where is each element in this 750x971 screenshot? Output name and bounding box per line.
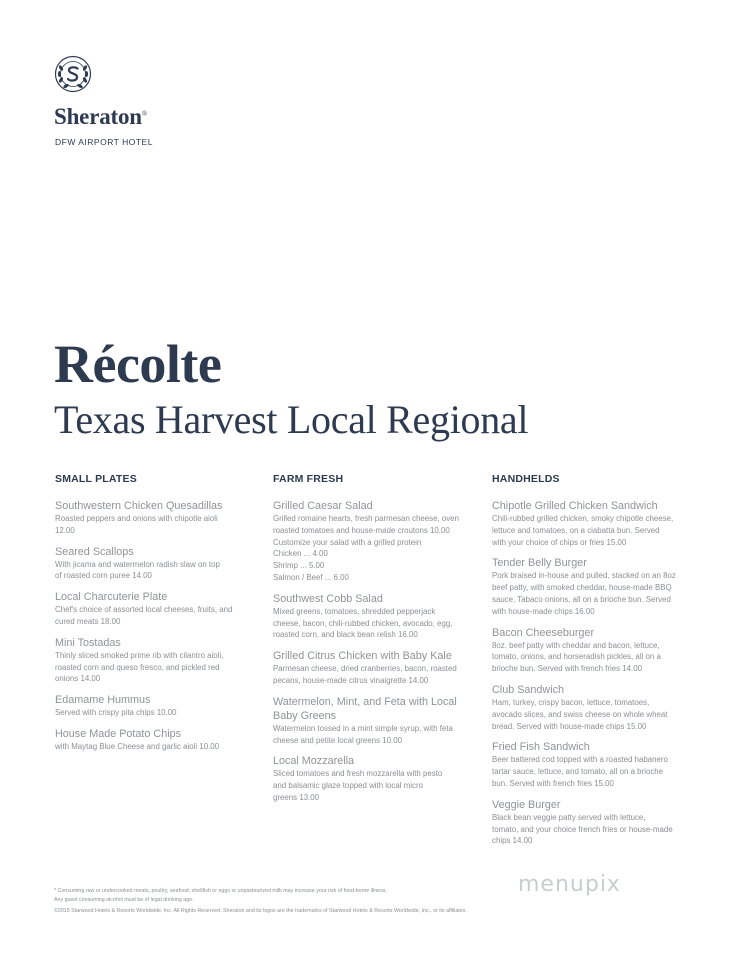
menu-item-description (55, 604, 255, 628)
menu-item-description (55, 741, 255, 753)
footer-disclaimer (54, 887, 387, 904)
column-handhelds (492, 473, 700, 855)
description-line: tomato, and your choice french fries or house-made (492, 824, 673, 834)
menu-item-description (55, 559, 255, 583)
description-line: with house-made chips 16.00 (492, 606, 595, 616)
description-line: Pork braised in-house and pulled, stacked on an 8oz (492, 571, 676, 581)
menu-item-name: Seared Scallops (55, 545, 134, 558)
menu-item-name: Club Sandwich (492, 683, 565, 696)
description-line: Watermelon tossed in a mint simple syrup, with feta (273, 723, 453, 733)
section-heading: HANDHELDS (492, 473, 560, 485)
description-line: roasted tomatoes and house-made croutons 10.00 (273, 525, 450, 535)
menu-item-name: House Made Potato Chips (55, 727, 182, 740)
menu-item (273, 499, 478, 584)
menu-item-name: Mini Tostadas (55, 636, 121, 649)
section-heading: SMALL PLATES (55, 473, 137, 485)
menu-item-description (55, 650, 255, 685)
menu-item-name: Southwest Cobb Salad (273, 592, 383, 605)
menu-item-description (273, 723, 478, 747)
description-line: Shrimp ... 5.00 (273, 561, 325, 571)
description-line: onions 14.00 (55, 674, 101, 684)
menu-item (55, 590, 255, 628)
menu-item-name: Southwestern Chicken Quesadillas (55, 500, 223, 512)
menu-item (492, 683, 700, 732)
menu-item-description (55, 513, 255, 537)
description-line: tomato, onions, and horseradish pickles, all on a (492, 652, 661, 662)
menu-item-name: Chipotle Grilled Chicken Sandwich (492, 500, 658, 512)
menu-subtitle: Texas Harvest Local Regional (54, 397, 529, 442)
menu-item-description (273, 513, 478, 584)
menu-item-name: Local Charcuterie Plate (55, 591, 168, 604)
description-line: Parmesan cheese, dried cranberries, bacon, roasted (273, 664, 457, 674)
description-line: Beer battered cod topped with a roasted habanero (492, 755, 668, 765)
menu-item-description (492, 570, 700, 617)
column-small-plates (55, 473, 255, 761)
description-line: Roasted peppers and onions with chipotle aioli (55, 514, 218, 523)
menu-item-name: Fried Fish Sandwich (492, 741, 590, 754)
description-line: Chef's choice of assorted local cheeses, fruits, and (55, 605, 233, 615)
sheraton-seal-logo (54, 55, 92, 93)
menu-item (492, 556, 700, 617)
description-line: tartar sauce, lettuce, and tomato, all on a brioche (492, 767, 664, 777)
menu-item-description (273, 768, 478, 803)
description-line: Ham, turkey, crispy bacon, lettuce, tomatoes, (492, 697, 650, 707)
description-line: with Maytag Blue Cheese and garlic aioli 10.00 (55, 741, 220, 751)
menu-item-name: Bacon Cheeseburger (492, 626, 595, 639)
menu-item (273, 592, 478, 641)
description-line: avocado slices, and swiss cheese on whole wheat (492, 709, 668, 719)
menu-item-name: Local Mozzarella (273, 755, 355, 768)
description-line: cured meats 18.00 (55, 616, 121, 626)
menu-item-description (273, 663, 478, 687)
description-line: and balsamic glaze topped with local micro (273, 781, 423, 791)
description-line: Mixed greens, tomatoes, shredded pepperjack (273, 606, 436, 616)
description-line: brioche bun. Served with french fries 14.00 (492, 664, 643, 674)
menu-title: Récolte (54, 334, 222, 394)
menu-item (492, 626, 700, 675)
menu-item-description (492, 640, 700, 675)
description-line: bun. Served with french fries 15.00 (492, 778, 614, 788)
description-line: chips 14.00 (492, 836, 533, 846)
description-line: Black bean veggie patty served with lettuce, (492, 812, 646, 822)
description-line: With jicama and watermelon radish slaw on top (55, 559, 220, 569)
description-line: greens 13.00 (273, 792, 320, 802)
description-line: sauce, Tabaco onions, all on a brioche bun. Served (492, 594, 671, 604)
description-line: Chicken ... 4.00 (273, 549, 328, 559)
menu-item (55, 636, 255, 685)
menu-item (55, 727, 255, 753)
description-line: Served with crispy pita chips 10.00 (55, 708, 177, 718)
menu-item-description (492, 513, 700, 548)
brand-subtitle: DFW AIRPORT HOTEL (55, 137, 153, 147)
menu-item-name: Grilled Citrus Chicken with Baby Kale (273, 650, 452, 663)
description-line: Thinly sliced smoked prime rib with cilantro aioli, (55, 650, 224, 660)
menu-item-description (55, 707, 255, 719)
description-line: roasted corn and queso fresco, and pickled red (55, 662, 220, 672)
menu-item (492, 740, 700, 789)
menu-item-name: Tender Belly Burger (492, 557, 587, 570)
brand-name: Sheraton® (54, 104, 147, 129)
footer-line-1: * Consuming raw or undercooked meats, poultry, seafood, shellfish or eggs or unpasteurized milk may increase your risk of food-borne illness. (54, 888, 387, 894)
description-line: 12.00 (55, 525, 75, 535)
footer-copyright: ©2015 Starwood Hotels & Resorts Worldwide, Inc. All Rights Reserved. Sheraton and its logos are the trademarks of Starwood Hotels & Resorts Worldwide, Inc., or its affiliates. (54, 908, 467, 914)
description-line: Grilled romaine hearts, fresh parmesan cheese, oven (273, 514, 459, 523)
registered-mark: ® (141, 110, 147, 118)
menu-item (273, 754, 478, 803)
description-line: Sliced tomatoes and fresh mozzarella with pesto (273, 769, 443, 779)
description-line: of roasted corn puree 14.00 (55, 571, 152, 581)
description-line: Customize your salad with a grilled protein (273, 537, 422, 547)
description-line: bread. Served with house-made chips 15.00 (492, 721, 647, 731)
menu-item-name: Veggie Burger (492, 798, 561, 811)
menu-item (273, 649, 478, 687)
description-line: beef patty, with smoked cheddar, house-made BBQ (492, 583, 672, 593)
menu-item-description (492, 754, 700, 789)
footer-line-2: Any guest consuming alcohol must be of legal drinking age. (54, 896, 194, 903)
menu-item (492, 499, 700, 548)
description-line: Chili-rubbed grilled chicken, smoky chipotle cheese, (492, 514, 674, 523)
menu-item-name: Edamame Hummus (55, 694, 151, 707)
section-heading: FARM FRESH (273, 473, 344, 485)
description-line: Salmon / Beef ... 6.00 (273, 572, 349, 582)
menu-item (55, 693, 255, 719)
description-line: 8oz. beef patty with cheddar and bacon, lettuce, (492, 640, 660, 650)
menu-item (492, 798, 700, 847)
description-line: cheese and petite local greens 10.00 (273, 735, 402, 745)
menupix-watermark: menupix (518, 872, 621, 897)
description-line: lettuce and tomatoes, on a ciabatta bun. Served (492, 525, 660, 535)
description-line: with your choice of chips or fries 15.00 (492, 537, 627, 547)
description-line: cheese, bacon, chili-rubbed chicken, avocado, egg, (273, 618, 453, 628)
description-line: roasted corn, and black bean relish 16.00 (273, 630, 418, 640)
menu-item-description (492, 697, 700, 732)
menu-item (273, 695, 478, 747)
menu-item-description (492, 812, 700, 847)
menu-item (55, 499, 255, 537)
column-farm-fresh (273, 473, 478, 812)
menu-item-name: Watermelon, Mint, and Feta with Local Baby Greens (273, 695, 457, 722)
menu-item (55, 545, 255, 583)
description-line: pecans, house-made citrus vinaigrette 14.00 (273, 675, 429, 685)
menu-item-name: Grilled Caesar Salad (273, 500, 373, 512)
menu-item-description (273, 606, 478, 641)
